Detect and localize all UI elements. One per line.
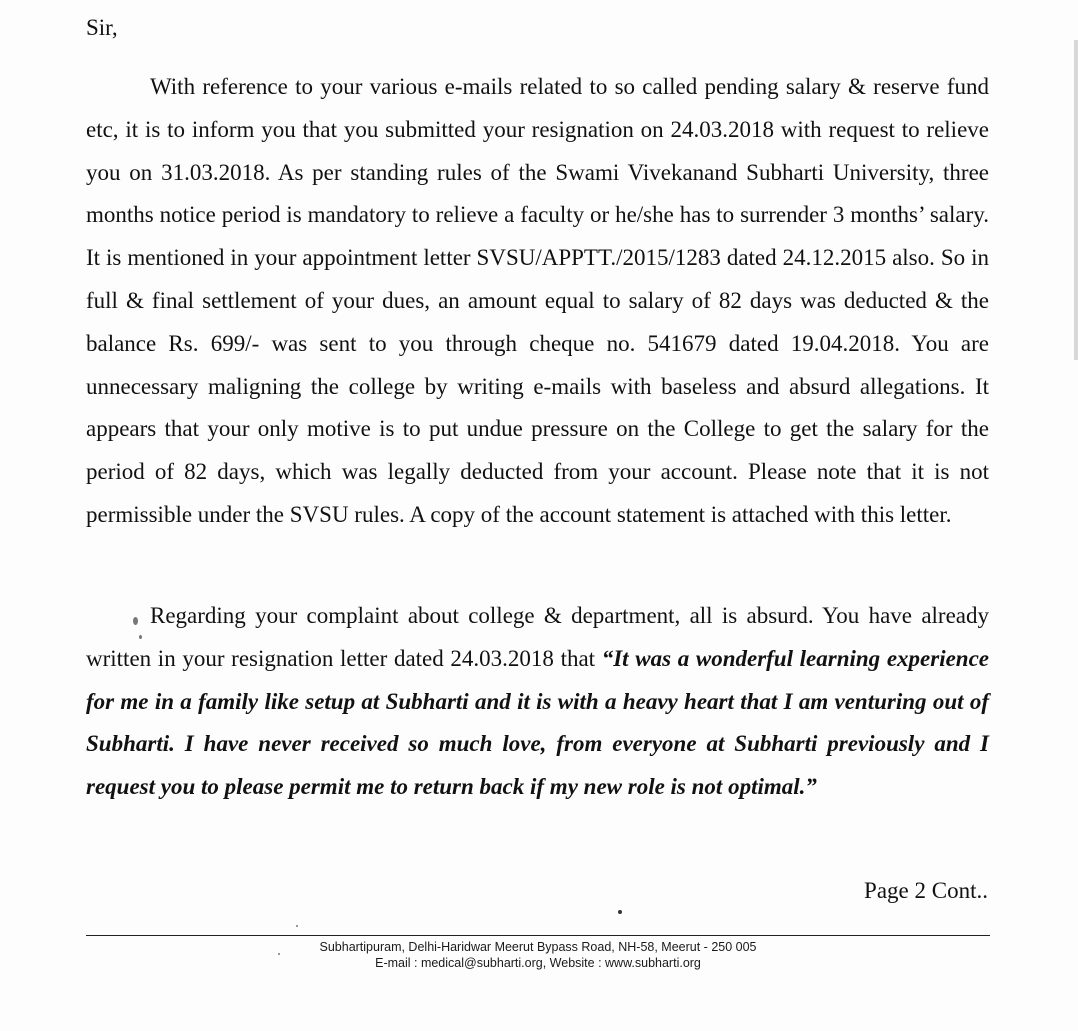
scan-edge-shadow — [1074, 40, 1078, 360]
scan-speck — [278, 953, 280, 955]
footer-contact: E-mail : medical@subharti.org, Website : www.subharti.org — [375, 956, 701, 970]
paragraph-salary-settlement: With reference to your various e-mails related to so called pending salary & reserve fund etc, it is to inform you that you submitted your resignation on 24.03.2018 with request to relieve you on 31.03.2018. As per standing rules of the Swami Vivekanand Subharti University, three months notice period is mandatory to relieve a faculty or he/she has to surrender 3 months’ salary. It is mentioned in your appointment letter SVSU/APPTT./2015/1283 dated 24.12.2015 also. So in full & final settlement of your dues, an amount equal to salary of 82 days was deducted & the balance Rs. 699/- was sent to you through cheque no. 541679 dated 19.04.2018. You are unnecessary maligning the college by writing e-mails with baseless and absurd allegations. It appears that your only motive is to put undue pressure on the College to get the salary for the period of 82 days, which was legally deducted from your account. Please note that it is not permissible under the SVSU rules. A copy of the account statement is attached with this letter. — [86, 74, 989, 527]
resignation-quote: “It was a wonderful learning experience for me in a family like setup at Subharti and it is with a heavy heart that I am venturing out of Subharti. I have never received so much love, from everyone at Subharti previously and I request you to please permit me to return back if my new role is not optimal.” — [86, 645, 990, 800]
scan-speck — [618, 910, 622, 914]
letterhead-footer — [86, 939, 990, 971]
paragraph-complaint-response — [86, 595, 989, 809]
paragraph-complaint-intro: Regarding your complaint about college & department, all is absurd. You have already written in your resignation letter dated 24.03.2018 that — [86, 603, 989, 671]
footer-divider — [86, 935, 990, 936]
page-continuation: Page 2 Cont.. — [864, 878, 988, 903]
scan-speck — [139, 635, 142, 639]
scan-speck — [296, 925, 298, 927]
footer-address: Subhartipuram, Delhi-Haridwar Meerut Bypass Road, NH-58, Meerut - 250 005 — [319, 940, 757, 954]
scan-speck — [133, 617, 138, 625]
salutation: Sir, — [86, 15, 118, 40]
